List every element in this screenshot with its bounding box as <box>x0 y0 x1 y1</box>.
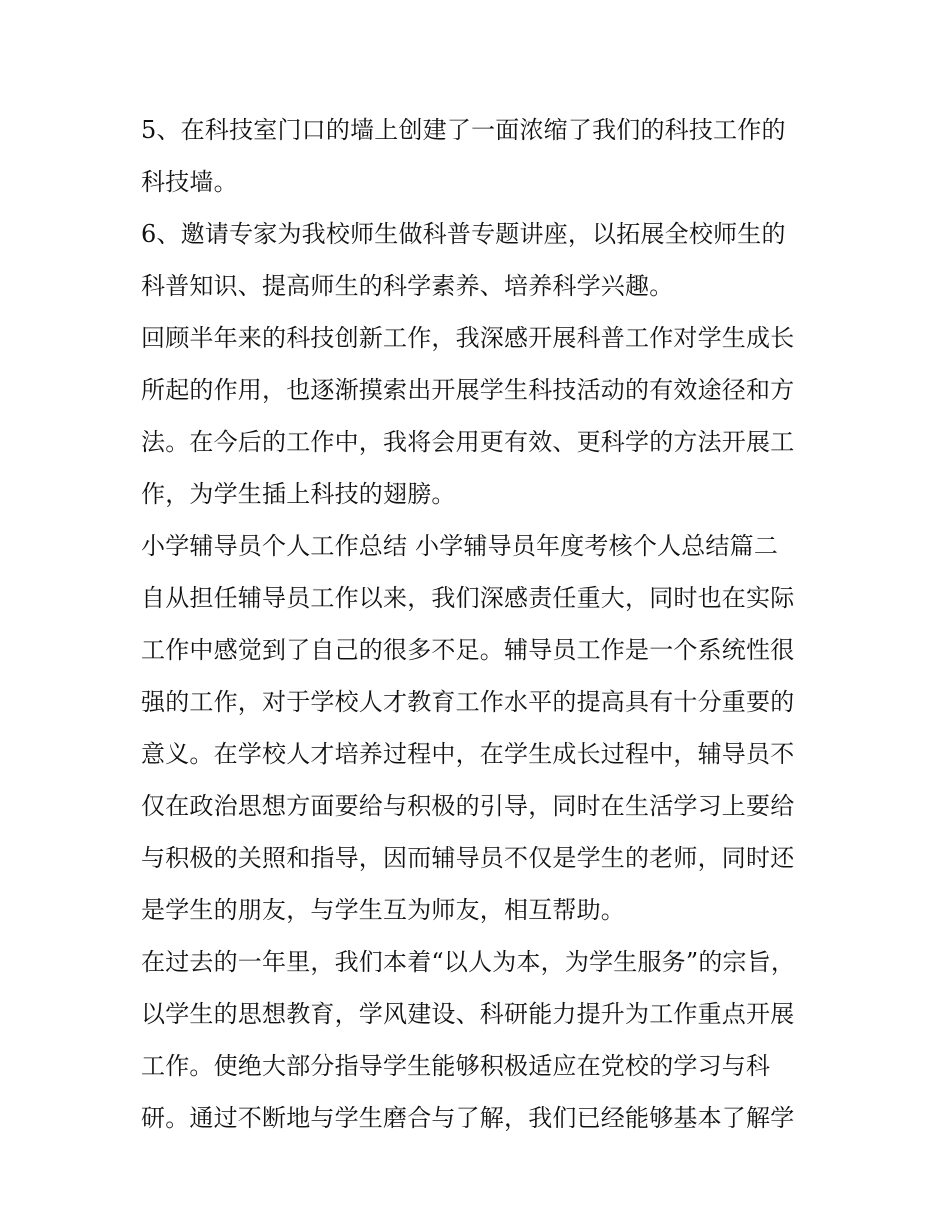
text-line: 工作中感觉到了自己的很多不足。辅导员工作是一个系统性很 <box>141 636 795 664</box>
text-line: 科技墙。 <box>141 168 238 196</box>
text-line: 以学生的思想教育，学风建设、科研能力提升为工作重点开展 <box>141 1000 795 1028</box>
text-line: 法。在今后的工作中，我将会用更有效、更科学的方法开展工 <box>141 428 795 456</box>
section-heading: 小学辅导员个人工作总结 小学辅导员年度考核个人总结篇二 <box>141 532 779 560</box>
text-line: 研。通过不断地与学生磨合与了解，我们已经能够基本了解学 <box>141 1104 795 1132</box>
text-line: 与积极的关照和指导，因而辅导员不仅是学生的老师，同时还 <box>141 844 795 872</box>
text-line: 强的工作，对于学校人才教育工作水平的提高具有十分重要的 <box>141 688 795 716</box>
text-line: 作，为学生插上科技的翅膀。 <box>141 480 456 508</box>
text-line: 所起的作用，也逐渐摸索出开展学生科技活动的有效途径和方 <box>141 376 795 404</box>
text-line: 回顾半年来的科技创新工作，我深感开展科普工作对学生成长 <box>141 324 795 352</box>
text-line: 是学生的朋友，与学生互为师友，相互帮助。 <box>141 896 625 924</box>
text-line: 仅在政治思想方面要给与积极的引导，同时在生活学习上要给 <box>141 792 795 820</box>
text-line: 工作。使绝大部分指导学生能够积极适应在党校的学习与科 <box>141 1052 771 1080</box>
text-line: 自从担任辅导员工作以来，我们深感责任重大，同时也在实际 <box>141 584 795 612</box>
text-line: 科普知识、提高师生的科学素养、培养科学兴趣。 <box>141 272 674 300</box>
document-body <box>141 104 821 1144</box>
text-line: 意义。在学校人才培养过程中，在学生成长过程中，辅导员不 <box>141 740 795 768</box>
text-line: 在过去的一年里，我们本着“以人为本，为学生服务”的宗旨， <box>141 948 796 976</box>
text-line: 6、邀请专家为我校师生做科普专题讲座，以拓展全校师生的 <box>141 220 786 248</box>
text-line: 5、在科技室门口的墙上创建了一面浓缩了我们的科技工作的 <box>141 116 786 144</box>
